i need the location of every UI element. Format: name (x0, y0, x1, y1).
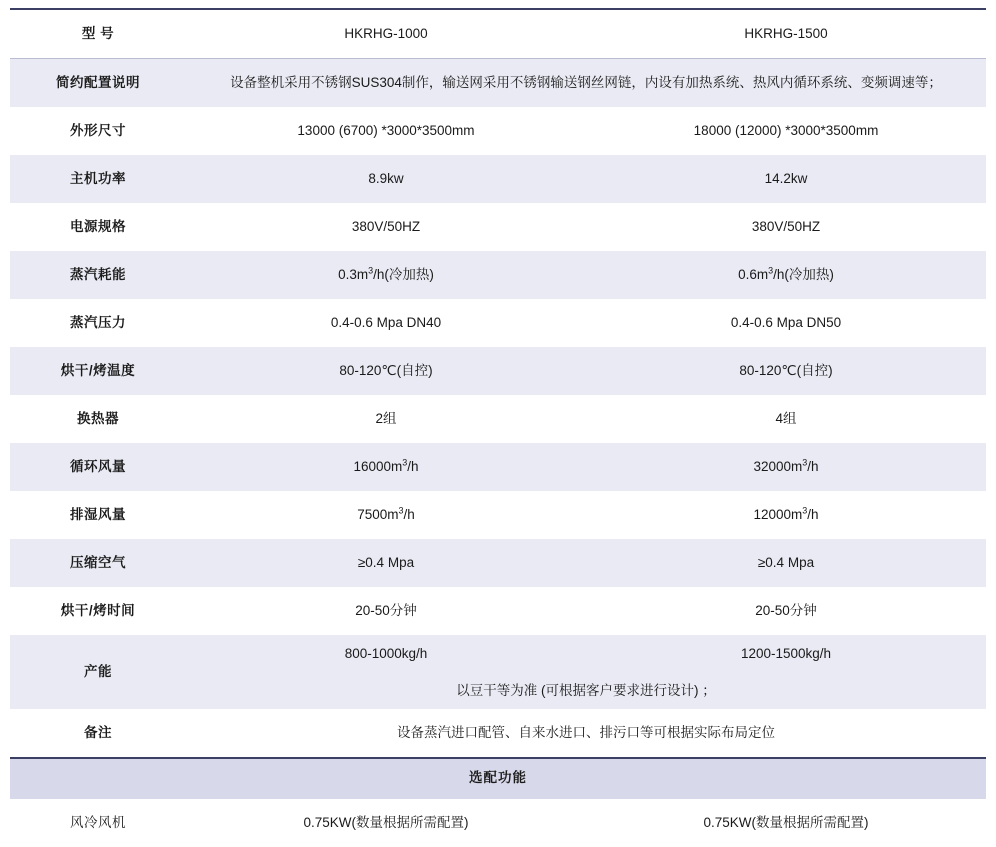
specification-table (10, 10, 986, 847)
row-value-b: 4组 (586, 395, 986, 443)
row-label: 换热器 (10, 395, 186, 443)
row-value-b (586, 491, 986, 539)
row-value-a: 8.9kw (186, 155, 586, 203)
value-prefix: 16000m (353, 459, 403, 475)
row-value-merged: 设备整机采用不锈钢SUS304制作，输送网采用不锈钢输送钢丝网链，内设有加热系统、热风内循环系统、变频调速等； (186, 59, 986, 107)
value-prefix: 7500m (357, 507, 399, 523)
row-value-b: 18000 (12000) *3000*3500mm (586, 107, 986, 155)
table-row (10, 587, 986, 635)
table-row (10, 395, 986, 443)
table-row (10, 491, 986, 539)
table-row (10, 709, 986, 757)
row-value-b: 0.75KW(数量根据所需配置) (586, 799, 986, 847)
row-value-b: ≥0.4 Mpa (586, 539, 986, 587)
row-value-b (586, 443, 986, 491)
row-value-a: HKRHG-1000 (186, 10, 586, 58)
row-value-b (586, 251, 986, 299)
row-label: 蒸汽耗能 (10, 251, 186, 299)
row-note: 以豆干等为准 (可根据客户要求进行设计) ； (186, 673, 986, 709)
row-label: 循环风量 (10, 443, 186, 491)
row-label: 风冷风机 (10, 799, 186, 847)
value-superscript: 3 (402, 457, 408, 468)
row-value-a (186, 491, 586, 539)
row-label: 主机功率 (10, 155, 186, 203)
value-prefix: 12000m (753, 507, 803, 523)
table-row (10, 251, 986, 299)
row-value-a: 20-50分钟 (186, 587, 586, 635)
row-value-a (186, 443, 586, 491)
value-suffix: /h (807, 507, 819, 523)
table-row (10, 347, 986, 395)
row-value-a: 13000 (6700) *3000*3500mm (186, 107, 586, 155)
row-label: 产能 (10, 635, 186, 709)
row-label: 蒸汽压力 (10, 299, 186, 347)
row-value-a: 800-1000kg/h (186, 635, 586, 673)
row-value-b: HKRHG-1500 (586, 10, 986, 58)
table-row (10, 539, 986, 587)
row-label: 备注 (10, 709, 186, 757)
value-superscript: 3 (768, 265, 774, 276)
table-row (10, 799, 986, 847)
row-label: 简约配置说明 (10, 59, 186, 107)
row-value-b: 0.4-0.6 Mpa DN50 (586, 299, 986, 347)
row-value-a: 80-120℃(自控) (186, 347, 586, 395)
value-superscript: 3 (368, 265, 374, 276)
table-row (10, 155, 986, 203)
row-value-a: 0.75KW(数量根据所需配置) (186, 799, 586, 847)
row-label: 电源规格 (10, 203, 186, 251)
row-label: 压缩空气 (10, 539, 186, 587)
value-superscript: 3 (802, 505, 808, 516)
value-suffix: /h (403, 507, 415, 523)
table-row (10, 299, 986, 347)
value-suffix: /h (407, 459, 419, 475)
value-prefix: 32000m (753, 459, 803, 475)
bottom-border-rule (10, 757, 986, 759)
table-row (10, 107, 986, 155)
value-prefix: 0.6m (738, 267, 769, 283)
row-label: 型 号 (10, 10, 186, 58)
value-suffix: /h(冷加热) (373, 267, 434, 283)
row-value-b: 14.2kw (586, 155, 986, 203)
row-label: 烘干/烤时间 (10, 587, 186, 635)
table-row (10, 10, 986, 58)
row-value-b: 1200-1500kg/h (586, 635, 986, 673)
row-value-a (186, 251, 586, 299)
row-value-a: 0.4-0.6 Mpa DN40 (186, 299, 586, 347)
value-suffix: /h (807, 459, 819, 475)
table-row (10, 635, 986, 673)
row-label: 外形尺寸 (10, 107, 186, 155)
table-row (10, 443, 986, 491)
row-label: 烘干/烤温度 (10, 347, 186, 395)
table-row (10, 203, 986, 251)
section-title: 选配功能 (10, 757, 986, 799)
value-superscript: 3 (802, 457, 808, 468)
value-superscript: 3 (398, 505, 404, 516)
row-value-b: 380V/50HZ (586, 203, 986, 251)
row-value-a: 380V/50HZ (186, 203, 586, 251)
row-value-a: 2组 (186, 395, 586, 443)
value-suffix: /h(冷加热) (773, 267, 834, 283)
row-value-b: 80-120℃(自控) (586, 347, 986, 395)
section-header-row (10, 757, 986, 799)
row-value-merged: 设备蒸汽进口配管、自来水进口、排污口等可根据实际布局定位 (186, 709, 986, 757)
row-value-a: ≥0.4 Mpa (186, 539, 586, 587)
table-row (10, 59, 986, 107)
row-label: 排湿风量 (10, 491, 186, 539)
row-value-b: 20-50分钟 (586, 587, 986, 635)
value-prefix: 0.3m (338, 267, 369, 283)
